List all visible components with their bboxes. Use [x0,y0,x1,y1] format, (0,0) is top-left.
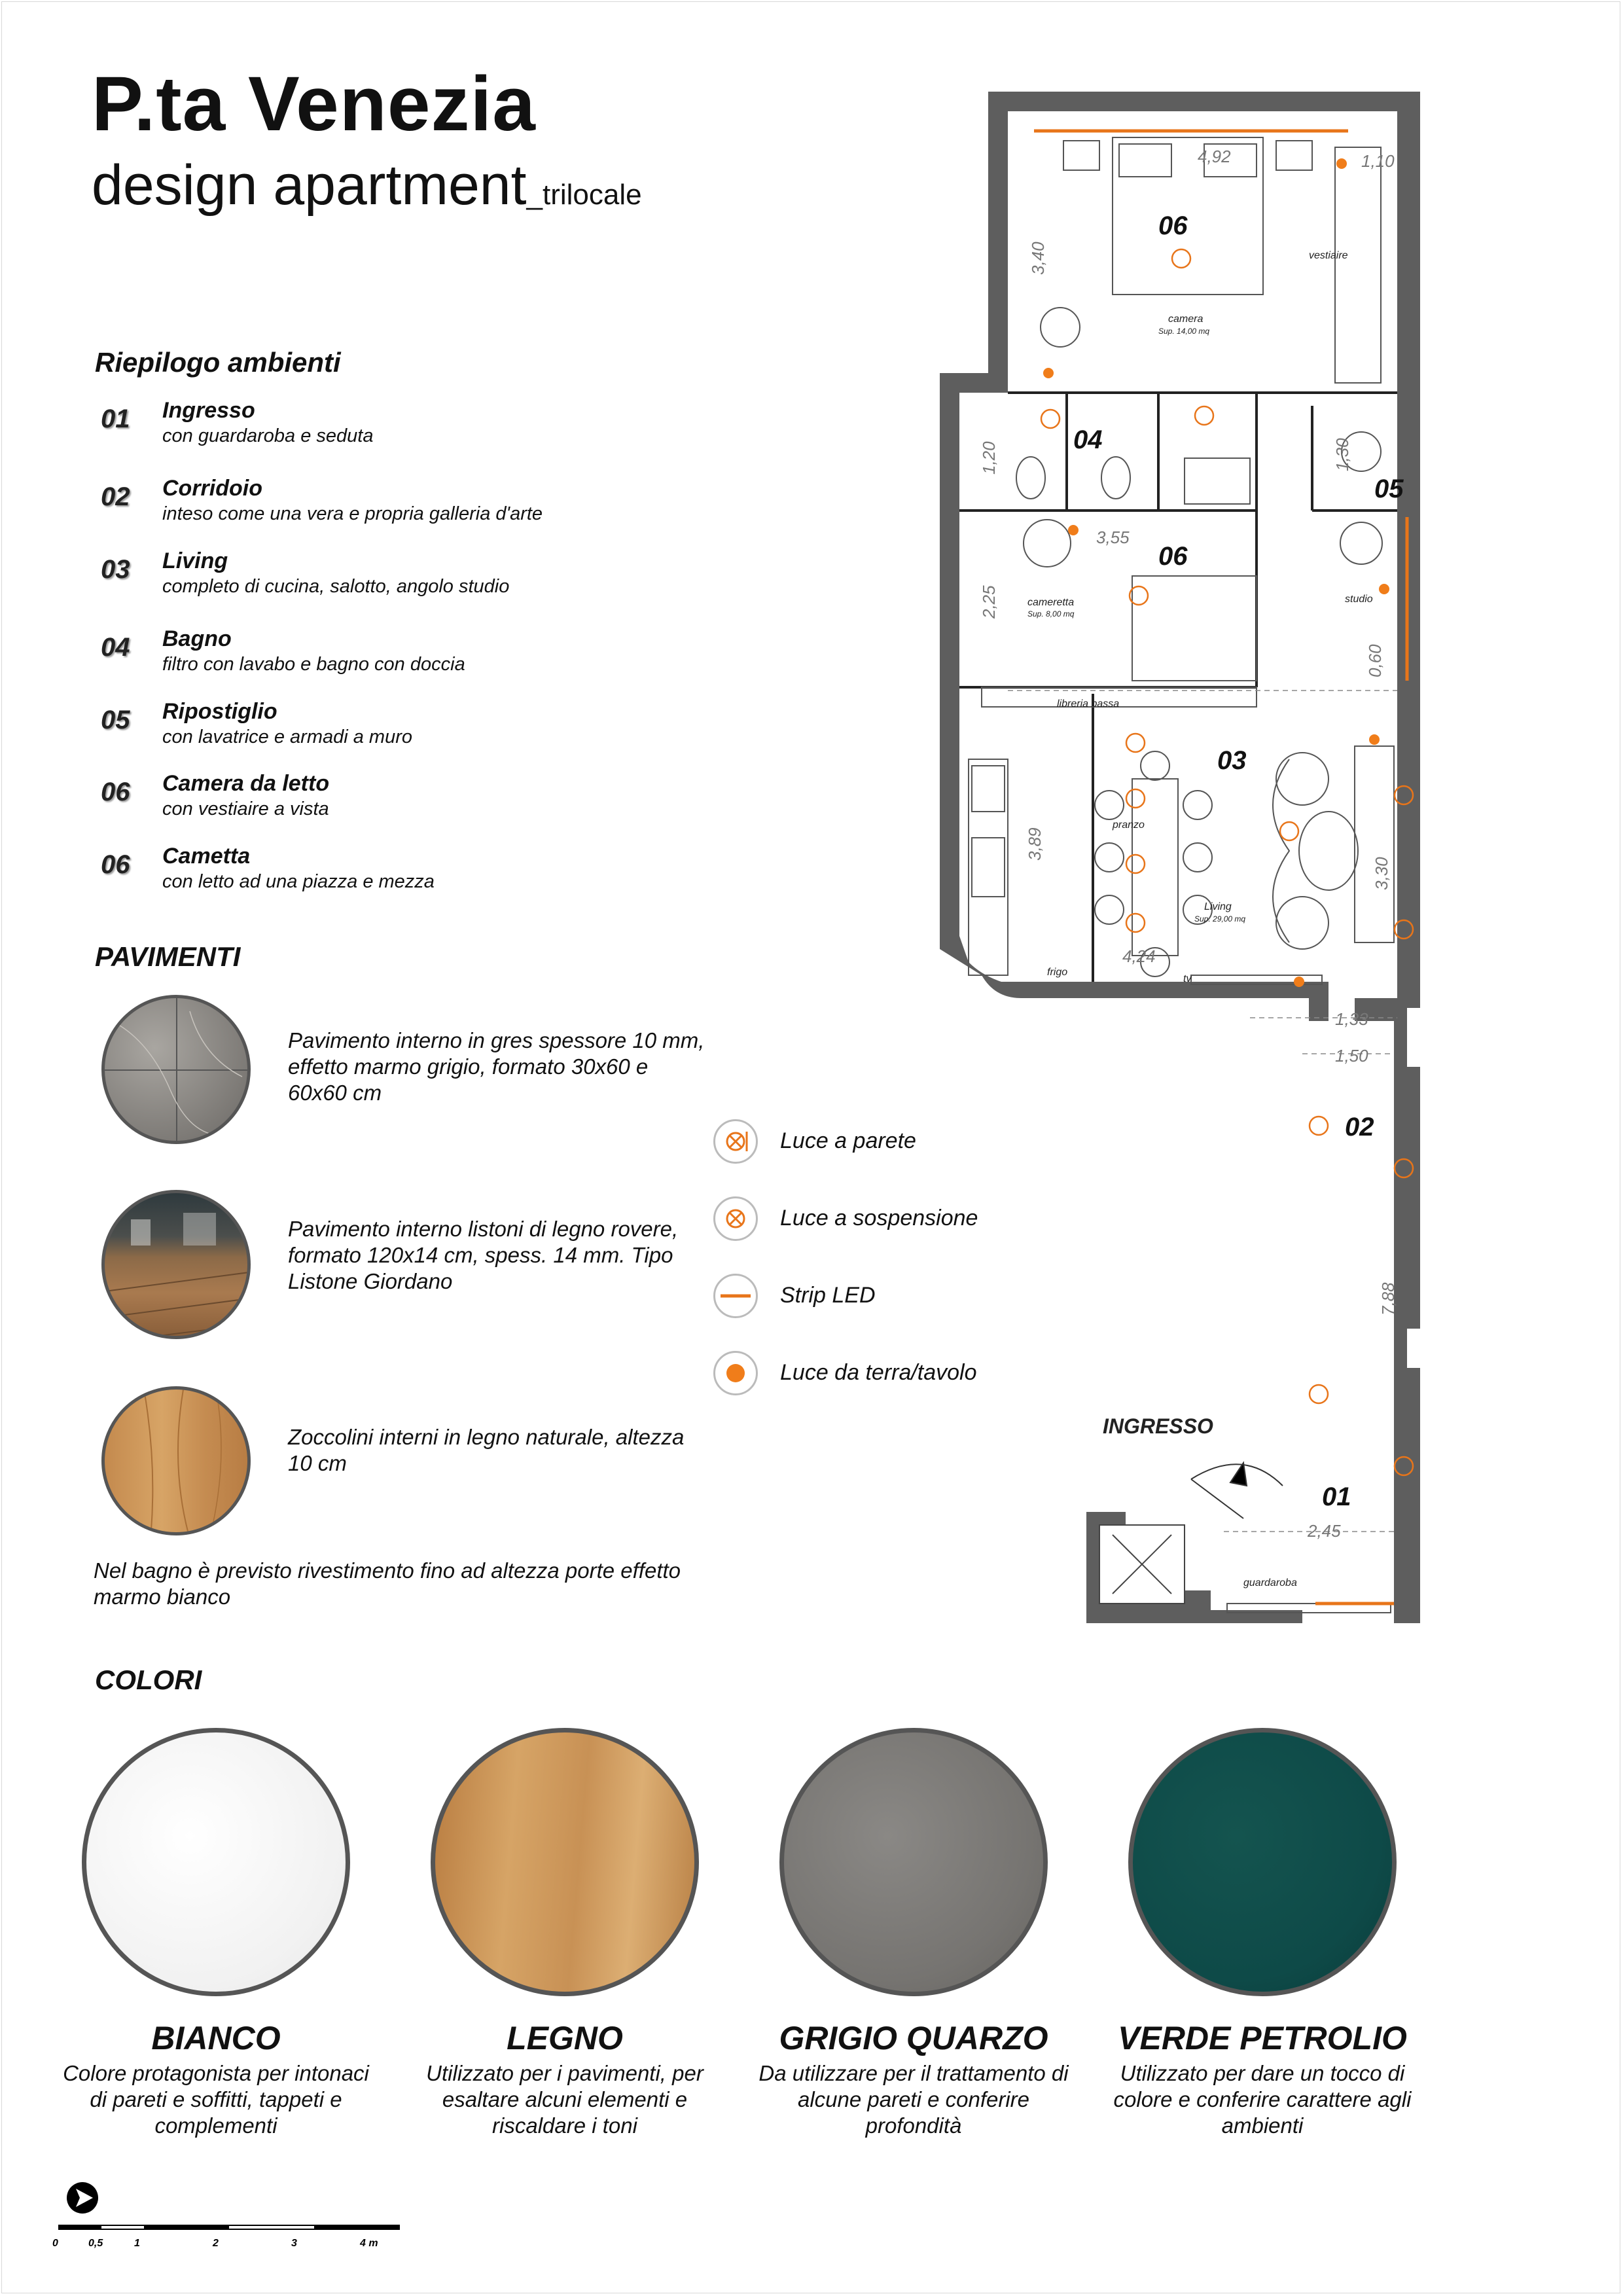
room-number: 03 [101,555,130,584]
plan-label: libreria bassa [1057,698,1120,709]
color-desc: Utilizzato per dare un tocco di colore e conferire carattere agli ambienti [1113,2061,1412,2138]
subtitle-suffix: _trilocale [526,179,642,211]
oak-plank-lines [105,1193,251,1339]
marble-tile-lines [105,998,251,1144]
dimension-label: 3,30 [1372,857,1391,890]
plan-label: camera [1168,314,1204,325]
scale-label: 1 [134,2238,140,2249]
room-desc: con vestiaire a vista [162,798,329,819]
scale-label: 0,5 [88,2238,103,2249]
color-swatch-item [401,1728,728,2147]
dimension-label: 0,60 [1365,644,1385,677]
plan-room-number: 06 [1158,542,1188,571]
room-desc: con letto ad una piazza e mezza [162,871,435,892]
plan-room-number: 06 [1158,211,1188,240]
plan-label: vestiaire [1309,250,1348,261]
page-title: P.ta Venezia [92,61,536,147]
room-name: Camera da letto [162,771,330,796]
floor-item [101,1190,756,1347]
entrance-area [1211,1525,1394,1610]
room-desc: completo di cucina, salotto, angolo studio [162,576,510,597]
wood-grain-lines [105,1390,251,1535]
legend-label: Luce da terra/tavolo [780,1360,977,1385]
dimension-label: 1,30 [1332,438,1352,471]
room-number: 06 [101,850,130,879]
plan-label: studio [1345,594,1373,605]
dimension-label: 1,20 [979,441,999,475]
legend-label: Strip LED [780,1283,876,1308]
plan-label: Sup. 29,00 mq [1194,914,1246,924]
color-swatch-item [52,1728,380,2147]
bathroom-note: Nel bagno è previsto rivestimento fino ad altezza porte effetto marmo bianco [94,1558,681,1609]
room-name: Corridoio [162,476,262,501]
dimension-label: 4,24 [1122,946,1156,966]
rooms-summary-heading: Riepilogo ambienti [95,347,341,378]
floor-desc: Pavimento interno listoni di legno rovere, formato 120x14 cm, spess. 14 mm. Tipo Listone Giordano [288,1217,679,1293]
plan-label: Living [1204,901,1232,912]
floor-desc: Pavimento interno in gres spessore 10 mm, effetto marmo grigio, formato 30x60 e 60x60 cm [288,1028,705,1105]
plan-label: guardaroba [1243,1577,1297,1588]
color-name: LEGNO [507,2020,623,2056]
plan-label-ingresso: INGRESSO [1103,1414,1213,1438]
scale-label: 0 [52,2238,58,2249]
plan-room-number: 04 [1073,425,1103,454]
scale-label: 3 [291,2238,297,2249]
dimension-label: 2,25 [979,585,999,619]
dimension-label: 2,45 [1308,1521,1341,1541]
room-number: 01 [101,404,130,433]
petrol-green-swatch [1128,1728,1397,1996]
dimension-label: 1,50 [1335,1046,1368,1066]
room-name: Ripostiglio [162,699,277,724]
floor-desc: Zoccolini interni in legno naturale, altezza 10 cm [288,1425,685,1475]
door-arc [1191,1463,1283,1518]
color-desc: Utilizzato per i pavimenti, per esaltare alcuni elementi e riscaldare i toni [426,2061,704,2138]
room-name: Bagno [162,626,232,651]
north-arrow-icon [67,2182,98,2214]
plan-room-number: 02 [1345,1113,1374,1141]
scale-label: 2 [213,2238,219,2249]
dimension-label: 3,40 [1028,242,1048,275]
room-desc: con lavatrice e armadi a muro [162,726,412,747]
color-desc: Colore protagonista per intonaci di pareti e soffitti, tappeti e complementi [63,2061,369,2138]
dimension-label: 7,88 [1378,1282,1398,1316]
room-number: 04 [101,633,130,662]
dimension-label: 4,92 [1198,147,1231,166]
floor-item [101,995,756,1152]
dimension-label: 1,10 [1361,151,1395,171]
pendant-light-icon [713,1196,758,1241]
room-number: 06 [101,778,130,806]
plan-label: pranzo [1113,819,1145,831]
scale-label: 4 m [360,2238,378,2249]
dimension-label: 1,33 [1335,1009,1368,1029]
plan-label: cameretta [1027,597,1075,608]
quartz-grey-swatch [779,1728,1048,1996]
plan-label: Sup. 14,00 mq [1158,327,1210,336]
room-number: 05 [101,706,130,734]
page-subtitle [92,154,642,217]
room-name: Living [162,548,228,573]
room-desc: con guardaroba e seduta [162,425,374,446]
color-desc: Da utilizzare per il trattamento di alcune pareti e conferire profondità [758,2061,1069,2138]
room-name: Cametta [162,844,251,869]
floor-lamp-icon [713,1351,758,1395]
color-swatch-item [750,1728,1077,2147]
plan-room-number: 01 [1322,1482,1351,1511]
legend-label: Luce a parete [780,1128,916,1153]
color-name: BIANCO [151,2020,281,2056]
plan-label: Sup. 8,00 mq [1027,609,1075,619]
scale-bar [52,2179,419,2258]
color-name: GRIGIO QUARZO [779,2020,1048,2056]
room-desc: filtro con lavabo e bagno con doccia [162,654,465,675]
dimension-label: 3,55 [1096,528,1130,547]
color-swatch-item [1099,1728,1426,2147]
colors-heading: COLORI [95,1664,202,1695]
marble-swatch [101,995,251,1144]
color-name: VERDE PETROLIO [1118,2020,1407,2056]
plan-room-number: 05 [1374,475,1404,503]
plan-label: frigo [1047,967,1068,978]
legend-label: Luce a sospensione [780,1206,978,1230]
white-swatch [82,1728,350,1996]
room-name: Ingresso [162,398,255,423]
floor-item [101,1386,756,1543]
plan-label: tv [1183,973,1192,984]
strip-led-icon [713,1274,758,1318]
room-desc: inteso come una vera e propria galleria d'arte [162,503,543,524]
wall-light-icon [713,1119,758,1164]
floors-heading: PAVIMENTI [95,941,241,972]
oak-floor-swatch [101,1190,251,1339]
dimension-label: 3,89 [1025,827,1044,861]
room-number: 02 [101,482,130,511]
floor-plan [936,85,1479,1630]
natural-wood-swatch [101,1386,251,1535]
plan-room-number: 03 [1217,746,1247,775]
subtitle-main: design apartment [92,154,527,217]
wood-swatch [431,1728,699,1996]
